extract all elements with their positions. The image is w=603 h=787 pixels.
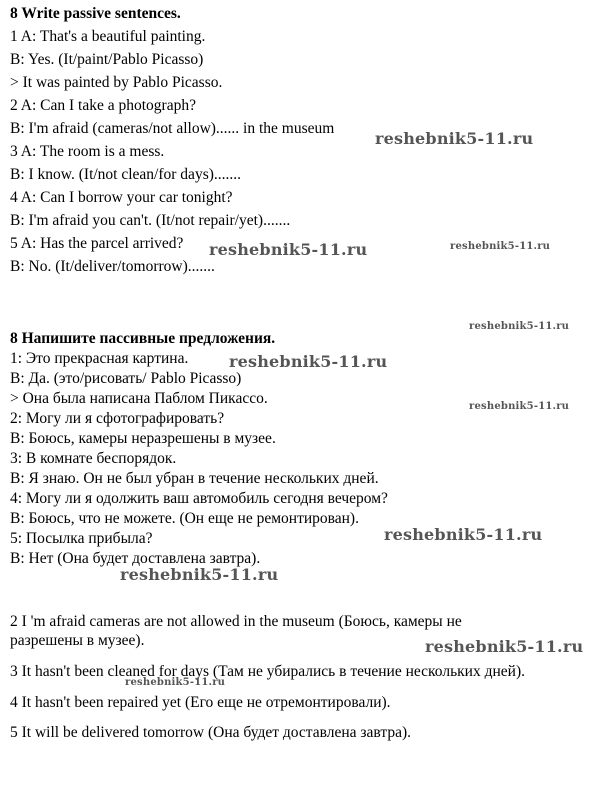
section2-line: B: Боюсь, что не можете. (Он еще не ремонтирован). bbox=[10, 510, 359, 527]
section2-line: B: Боюсь, камеры неразрешены в музее. bbox=[10, 430, 276, 447]
watermark: reshebnik5-11.ru bbox=[425, 637, 584, 656]
answer-line: 2 I 'm afraid cameras are not allowed in the museum (Боюсь, камеры не bbox=[10, 613, 462, 630]
watermark: reshebnik5-11.ru bbox=[384, 525, 543, 544]
section1-line: 1 A: That's a beautiful painting. bbox=[10, 28, 206, 45]
section1-line: B: I know. (It/not clean/for days)....... bbox=[10, 166, 242, 183]
watermark: reshebnik5-11.ru bbox=[469, 401, 570, 412]
section2-line: 2: Могу ли я сфотографировать? bbox=[10, 410, 225, 427]
section2-line: 4: Могу ли я одолжить ваш автомобиль сегодня вечером? bbox=[10, 490, 388, 507]
section2-line: B: Нет (Она будет доставлена завтра). bbox=[10, 550, 261, 567]
watermark: reshebnik5-11.ru bbox=[375, 129, 534, 148]
section2-line: B: Я знаю. Он не был убран в течение нескольких дней. bbox=[10, 470, 379, 487]
section1-line: B: I'm afraid you can't. (It/not repair/yet)....... bbox=[10, 212, 291, 229]
section1-line: 2 A: Can I take a photograph? bbox=[10, 97, 196, 114]
section2-line: 3: В комнате беспорядок. bbox=[10, 450, 177, 467]
watermark: reshebnik5-11.ru bbox=[120, 565, 279, 584]
watermark: reshebnik5-11.ru bbox=[125, 677, 226, 688]
section1-line: 5 A: Has the parcel arrived? bbox=[10, 235, 184, 252]
section1-line: B: Yes. (It/paint/Pablo Picasso) bbox=[10, 51, 204, 68]
watermark: reshebnik5-11.ru bbox=[209, 240, 368, 259]
watermark: reshebnik5-11.ru bbox=[450, 241, 551, 252]
section1-line: B: No. (It/deliver/tomorrow)....... bbox=[10, 258, 215, 275]
section2-line: 5: Посылка прибыла? bbox=[10, 530, 153, 547]
answer-line: 3 It hasn't been cleaned for days (Там не убирались в течение нескольких дней). bbox=[10, 663, 525, 680]
watermark: reshebnik5-11.ru bbox=[469, 321, 570, 332]
answer-line: 5 It will be delivered tomorrow (Она будет доставлена завтра). bbox=[10, 724, 411, 741]
section1-line: 4 A: Can I borrow your car tonight? bbox=[10, 189, 233, 206]
section1-line: > It was painted by Pablo Picasso. bbox=[10, 74, 223, 91]
section2-line: 1: Это прекрасная картина. bbox=[10, 350, 189, 367]
section1-heading: 8 Write passive sentences. bbox=[10, 5, 181, 22]
section2-line: B: Да. (это/рисовать/ Pablo Picasso) bbox=[10, 370, 242, 387]
section2-heading: 8 Напишите пассивные предложения. bbox=[10, 330, 276, 347]
answer-line: разрешены в музее). bbox=[10, 632, 145, 649]
section2-line: > Она была написана Паблом Пикассо. bbox=[10, 390, 268, 407]
watermark: reshebnik5-11.ru bbox=[229, 352, 388, 371]
section1-line: B: I'm afraid (cameras/not allow)...... in the museum bbox=[10, 120, 335, 137]
section1-line: 3 A: The room is a mess. bbox=[10, 143, 165, 160]
answer-line: 4 It hasn't been repaired yet (Его еще не отремонтировали). bbox=[10, 694, 391, 711]
